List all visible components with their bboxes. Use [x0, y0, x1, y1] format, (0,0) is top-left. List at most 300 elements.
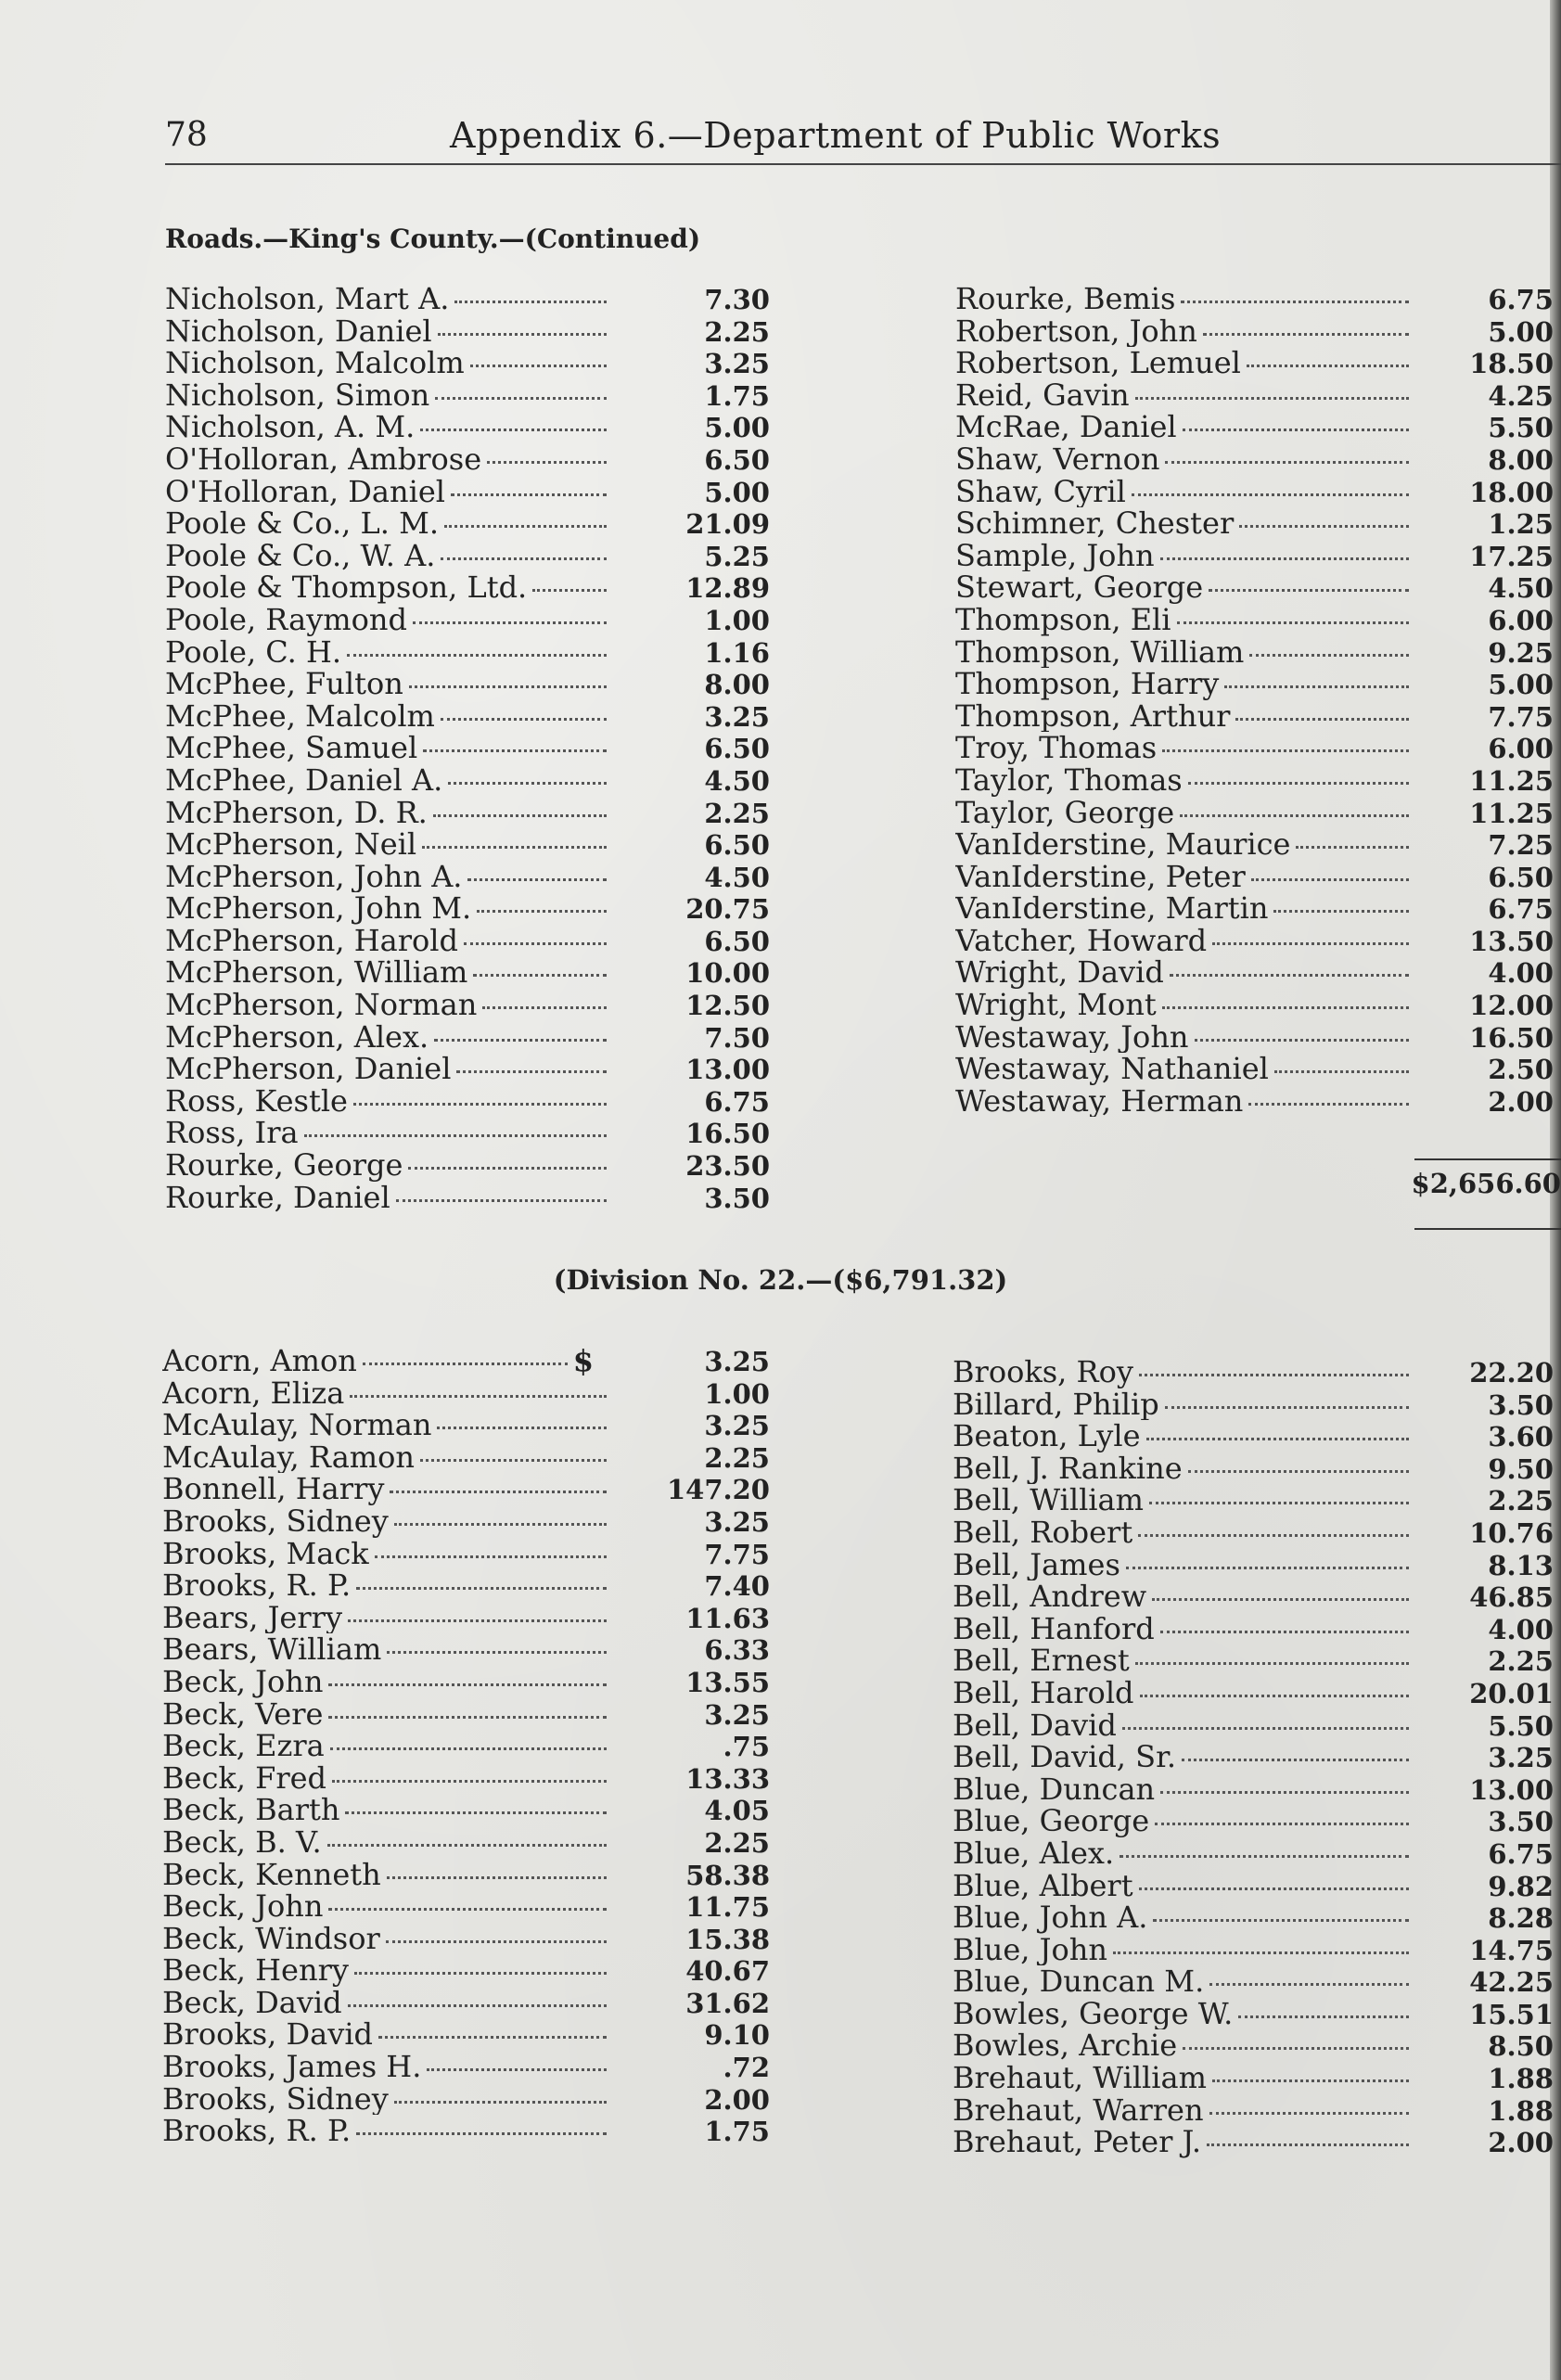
dot-leader [348, 1619, 607, 1622]
dot-leader [328, 1716, 607, 1719]
entry-name: Wright, Mont [955, 989, 1157, 1021]
entry-amount: 3.25 [704, 700, 770, 733]
dot-leader [1249, 654, 1409, 657]
division-left-column [162, 1345, 770, 2147]
dot-leader [467, 878, 607, 881]
entry-amount: .75 [723, 1731, 770, 1762]
entry-amount: 5.50 [1488, 412, 1554, 443]
list-item [955, 764, 1554, 797]
dot-leader [1153, 1919, 1409, 1922]
list-item [953, 1965, 1554, 1998]
entry-name: Westaway, Herman [955, 1084, 1244, 1118]
entry-amount: 14.75 [1469, 1934, 1554, 1966]
entry-amount: 4.50 [1488, 572, 1554, 604]
list-item [162, 1377, 770, 1410]
entry-amount: 12.89 [685, 572, 770, 604]
list-item [165, 443, 770, 476]
entry-name: Poole, Raymond [165, 603, 407, 636]
dot-leader [1183, 429, 1409, 431]
dot-leader [386, 1940, 607, 1943]
list-item [953, 1420, 1554, 1452]
list-item [162, 1409, 770, 1441]
entry-amount: 8.00 [1488, 443, 1554, 476]
dot-leader [473, 974, 607, 977]
dot-leader [437, 1427, 607, 1429]
entry-name: Rourke, Daniel [165, 1181, 390, 1214]
list-item [955, 347, 1554, 379]
entry-amount: 4.25 [1488, 379, 1554, 412]
list-item [165, 476, 770, 508]
list-item [953, 1837, 1554, 1870]
dot-leader [1155, 1823, 1409, 1825]
entry-name: Poole & Co., L. M. [165, 507, 439, 540]
entry-name: Thompson, Eli [955, 603, 1171, 636]
entry-name: Reid, Gavin [955, 378, 1130, 412]
entry-name: Blue, Duncan M. [953, 1965, 1205, 1998]
entry-name: VanIderstine, Peter [955, 860, 1246, 893]
dot-leader [532, 589, 607, 592]
entry-amount: 1.88 [1488, 2063, 1554, 2094]
list-item [955, 861, 1554, 893]
entry-name: Robertson, Lemuel [955, 347, 1241, 379]
entry-amount: 3.60 [1488, 1421, 1554, 1452]
list-item [165, 700, 770, 733]
entry-name: Brooks, Mack [162, 1537, 369, 1570]
entry-amount: 2.25 [1488, 1485, 1554, 1516]
dot-leader [448, 782, 607, 785]
entry-amount: 4.50 [704, 764, 770, 797]
dot-leader [1181, 301, 1409, 303]
entry-name: Bell, James [953, 1548, 1120, 1581]
list-item [165, 507, 770, 540]
list-item [165, 797, 770, 829]
entry-amount: 2.00 [704, 2083, 770, 2116]
entry-amount: 4.50 [704, 861, 770, 893]
entry-amount: 6.50 [704, 925, 770, 957]
entry-name: Thompson, William [955, 635, 1245, 669]
entry-name: Beck, Fred [162, 1761, 327, 1795]
list-item [955, 732, 1554, 764]
entry-amount: 6.50 [704, 443, 770, 476]
entry-amount: 4.00 [1488, 957, 1554, 990]
list-item [165, 1085, 770, 1118]
entry-name: Beck, John [162, 1665, 324, 1698]
dot-leader [1207, 2143, 1409, 2146]
entry-amount: 11.63 [685, 1602, 770, 1634]
entry-amount: 6.75 [1488, 893, 1554, 925]
entry-name: McPherson, Neil [165, 828, 417, 861]
entry-name: Nicholson, Simon [165, 378, 430, 412]
entry-amount: 1.16 [704, 636, 770, 669]
entry-amount: 18.00 [1469, 476, 1554, 508]
entry-amount: 6.33 [704, 1634, 770, 1666]
list-item [165, 1053, 770, 1085]
entry-name: Beck, Henry [162, 1954, 349, 1987]
list-item [953, 1549, 1554, 1581]
entry-amount: 2.25 [704, 797, 770, 829]
entry-name: Bell, J. Rankine [953, 1452, 1183, 1485]
entry-amount: 2.25 [704, 1826, 770, 1859]
entry-name: McPherson, John M. [165, 892, 472, 925]
entry-name: Shaw, Vernon [955, 442, 1160, 476]
list-item [955, 1085, 1554, 1118]
entry-amount: 11.25 [1469, 797, 1554, 829]
dot-leader [420, 1459, 607, 1462]
entry-name: Bell, Ernest [953, 1644, 1130, 1677]
entry-name: Bell, Hanford [953, 1612, 1155, 1645]
list-item [162, 1698, 770, 1731]
dot-leader [304, 1134, 607, 1137]
entry-amount: 12.00 [1469, 990, 1554, 1021]
list-item [953, 1644, 1554, 1677]
entry-amount: 58.38 [685, 1859, 770, 1891]
entry-name: Nicholson, Malcolm [165, 347, 465, 379]
entry-amount: 22.20 [1469, 1357, 1554, 1388]
dot-leader [433, 814, 607, 817]
entry-name: Thompson, Arthur [955, 699, 1231, 733]
list-item [162, 1666, 770, 1698]
dot-leader [1248, 1103, 1409, 1106]
dot-leader [434, 1039, 607, 1042]
dot-leader [356, 2132, 607, 2135]
dot-leader [1209, 1983, 1409, 1986]
entry-amount: 6.00 [1488, 604, 1554, 636]
list-item [162, 1762, 770, 1795]
entry-name: Stewart, George [955, 571, 1204, 604]
list-item [955, 892, 1554, 925]
entry-name: Troy, Thomas [955, 732, 1158, 764]
dot-leader [408, 1167, 607, 1170]
dot-leader [1120, 1855, 1409, 1858]
entry-name: Brehaut, Warren [953, 2093, 1204, 2127]
list-item [953, 1388, 1554, 1421]
list-item [955, 315, 1554, 348]
dot-leader [409, 685, 607, 688]
dot-leader [482, 1006, 607, 1009]
entry-name: Blue, Duncan [953, 1772, 1156, 1806]
dot-leader [1165, 461, 1409, 464]
entry-name: O'Holloran, Ambrose [165, 442, 482, 476]
dot-leader [375, 1555, 607, 1558]
entry-name: Blue, George [953, 1805, 1150, 1837]
entry-name: O'Holloran, Daniel [165, 475, 446, 508]
entry-name: Poole, C. H. [165, 635, 342, 669]
entry-name: Blue, John A. [953, 1901, 1148, 1934]
entry-amount: 9.25 [1488, 636, 1554, 669]
dot-leader [345, 1811, 607, 1814]
entry-amount: 4.00 [1488, 1613, 1554, 1645]
entry-name: Sample, John [955, 539, 1155, 572]
list-item [955, 1053, 1554, 1085]
list-item [165, 828, 770, 861]
list-item [955, 604, 1554, 636]
list-item [955, 540, 1554, 572]
entry-name: Blue, Alex. [953, 1836, 1115, 1870]
list-item [162, 1441, 770, 1474]
list-item [162, 1569, 770, 1602]
list-item [165, 861, 770, 893]
entry-amount: 5.50 [1488, 1709, 1554, 1742]
entry-amount: 3.25 [1488, 1742, 1554, 1773]
list-item [955, 571, 1554, 604]
entry-name: Bears, Jerry [162, 1601, 343, 1634]
list-item [955, 668, 1554, 700]
entry-amount: 42.25 [1469, 1966, 1554, 1998]
entry-name: Bell, Andrew [953, 1580, 1147, 1613]
entry-name: McPherson, Norman [165, 989, 478, 1021]
dot-leader [470, 365, 607, 367]
section-total: $2,656.60 [1411, 1168, 1561, 1199]
list-item [162, 1505, 770, 1538]
dot-leader [487, 461, 607, 464]
section-heading: Roads.—King's County.—(Continued) [165, 224, 701, 254]
list-item [165, 925, 770, 957]
entry-name: Bell, David [953, 1708, 1117, 1742]
entry-amount: 1.00 [704, 604, 770, 636]
dot-leader [328, 1908, 607, 1911]
list-item [955, 925, 1554, 957]
entry-name: Brehaut, William [953, 2062, 1207, 2094]
dot-leader [1122, 1727, 1409, 1730]
entry-amount: 3.50 [1488, 1388, 1554, 1421]
running-title: Appendix 6.—Department of Public Works [450, 115, 1222, 156]
dot-leader [441, 557, 607, 560]
division-right-column [953, 1356, 1554, 2158]
list-item [162, 1890, 770, 1923]
entry-name: Vatcher, Howard [955, 924, 1208, 957]
entry-amount: 6.00 [1488, 733, 1554, 764]
entry-amount: 147.20 [667, 1474, 770, 1505]
dot-leader [413, 621, 607, 624]
entry-amount: 2.00 [1488, 2127, 1554, 2158]
entry-name: McPhee, Malcolm [165, 699, 435, 733]
list-item [955, 828, 1554, 861]
entry-name: Wright, David [955, 956, 1164, 990]
dot-leader [1238, 2015, 1409, 2018]
dot-leader [1212, 2079, 1409, 2082]
entry-name: Brooks, David [162, 2018, 374, 2052]
entry-amount: 3.25 [704, 1505, 770, 1538]
entry-name: Brehaut, Peter J. [953, 2126, 1202, 2158]
list-item [955, 443, 1554, 476]
entry-name: Bowles, George W. [953, 1997, 1234, 2030]
entry-name: McPherson, Harold [165, 924, 458, 957]
entry-amount: 1.75 [704, 379, 770, 412]
entry-name: Brooks, R. P. [162, 2115, 352, 2147]
dot-leader [1209, 2112, 1409, 2115]
dot-leader [435, 397, 607, 400]
entry-amount: 17.25 [1469, 540, 1554, 572]
entry-amount: 2.25 [704, 1441, 770, 1474]
list-item [953, 1773, 1554, 1806]
dollar-sign: $ [572, 1345, 594, 1377]
entry-amount: 2.00 [1488, 1085, 1554, 1118]
entry-amount: 3.25 [704, 1346, 770, 1377]
entry-name: Bell, William [953, 1484, 1144, 1516]
dot-leader [1135, 1662, 1409, 1665]
list-item [955, 700, 1554, 733]
entry-name: Taylor, George [955, 796, 1175, 829]
entry-name: Beck, Windsor [162, 1922, 380, 1955]
section-left-column [165, 283, 770, 1213]
dot-leader [1135, 397, 1409, 400]
dot-leader [454, 301, 607, 303]
total-rule-bottom [1414, 1228, 1561, 1230]
entry-amount: 4.05 [704, 1795, 770, 1826]
entry-amount: 20.75 [685, 893, 770, 925]
entry-name: Brooks, Roy [953, 1356, 1133, 1388]
list-item [953, 1613, 1554, 1645]
list-item [165, 892, 770, 925]
dot-leader [422, 846, 607, 849]
entry-name: McPhee, Daniel A. [165, 763, 443, 797]
entry-name: Acorn, Eliza [162, 1376, 345, 1410]
list-item [162, 1826, 770, 1859]
entry-amount: 10.76 [1469, 1516, 1554, 1549]
list-item [162, 1633, 770, 1666]
entry-amount: 6.75 [704, 1085, 770, 1118]
list-item [953, 1870, 1554, 1902]
entry-name: Blue, Albert [953, 1869, 1133, 1902]
list-item [165, 668, 770, 700]
dot-leader [387, 1651, 607, 1654]
entry-amount: 15.51 [1469, 1998, 1554, 2030]
list-item [165, 315, 770, 348]
list-item [955, 956, 1554, 989]
dot-leader [327, 1844, 607, 1847]
entry-name: VanIderstine, Martin [955, 892, 1269, 925]
entry-amount: 2.25 [704, 315, 770, 348]
dot-leader [464, 942, 607, 945]
entry-name: Ross, Ira [165, 1117, 299, 1150]
entry-name: Westaway, Nathaniel [955, 1053, 1269, 1085]
list-item [162, 1730, 770, 1762]
list-item [953, 1901, 1554, 1934]
list-item [165, 347, 770, 379]
dot-leader [363, 1363, 568, 1365]
dot-leader [1224, 685, 1409, 688]
dot-leader [1146, 1438, 1409, 1440]
dot-leader [427, 2068, 607, 2071]
list-item [162, 2083, 770, 2116]
entry-name: Rourke, George [165, 1149, 403, 1182]
entry-name: McPhee, Fulton [165, 668, 403, 700]
dot-leader [420, 429, 607, 431]
list-item [955, 379, 1554, 412]
list-item [953, 2029, 1554, 2062]
entry-amount: 16.50 [685, 1118, 770, 1150]
entry-name: McPherson, William [165, 956, 468, 990]
dot-leader [451, 493, 607, 496]
entry-name: McPherson, D. R. [165, 796, 428, 829]
entry-amount: 7.75 [1488, 700, 1554, 733]
dot-leader [1139, 1374, 1409, 1376]
entry-amount: 3.25 [704, 1698, 770, 1731]
entry-amount: 7.75 [704, 1538, 770, 1570]
entry-name: McAulay, Ramon [162, 1440, 416, 1474]
dot-leader [1296, 846, 1409, 849]
entry-name: Thompson, Harry [955, 668, 1220, 700]
entry-amount: 8.50 [1488, 2030, 1554, 2063]
list-item [953, 1741, 1554, 1773]
dot-leader [332, 1780, 607, 1783]
dot-leader [1160, 1631, 1409, 1633]
entry-name: Acorn, Amon [162, 1345, 357, 1377]
list-item [953, 2062, 1554, 2094]
entry-amount: 5.25 [704, 540, 770, 572]
list-item [955, 476, 1554, 508]
dot-leader [1160, 557, 1409, 560]
list-item [165, 732, 770, 764]
entry-name: Bell, Harold [953, 1676, 1134, 1709]
list-item [162, 1538, 770, 1570]
list-item [162, 2018, 770, 2051]
list-item [162, 1602, 770, 1634]
entry-amount: 3.50 [704, 1182, 770, 1214]
list-item [955, 283, 1554, 315]
entry-amount: 9.50 [1488, 1452, 1554, 1485]
dot-leader [1203, 333, 1409, 336]
list-item [953, 1677, 1554, 1709]
dot-leader [1180, 814, 1409, 817]
list-item [955, 797, 1554, 829]
list-item [165, 956, 770, 989]
list-item [953, 1998, 1554, 2030]
entry-name: Beck, Kenneth [162, 1858, 381, 1891]
entry-name: Brooks, James H. [162, 2051, 422, 2083]
entry-name: Poole & Co., W. A. [165, 539, 436, 572]
list-item [953, 1356, 1554, 1388]
list-item [165, 571, 770, 604]
dot-leader [328, 1683, 607, 1686]
entry-name: Westaway, John [955, 1020, 1189, 1054]
entry-name: Billard, Philip [953, 1388, 1159, 1421]
list-item [955, 989, 1554, 1021]
dot-leader [1247, 365, 1409, 367]
list-item [165, 1149, 770, 1182]
entry-amount: 6.50 [704, 733, 770, 764]
entry-amount: 12.50 [685, 990, 770, 1021]
entry-amount: 5.00 [1488, 315, 1554, 348]
entry-name: VanIderstine, Maurice [955, 828, 1291, 861]
dot-leader [1239, 525, 1409, 528]
dot-leader [396, 1199, 607, 1202]
dot-leader [1170, 974, 1409, 977]
entry-name: Blue, John [953, 1933, 1107, 1966]
entry-amount: 8.13 [1488, 1549, 1554, 1581]
dot-leader [1182, 1759, 1409, 1761]
entry-amount: 7.50 [704, 1021, 770, 1054]
entry-name: McRae, Daniel [955, 411, 1177, 443]
entry-name: Beck, David [162, 1986, 342, 2019]
list-item [955, 411, 1554, 443]
entry-name: Brooks, R. P. [162, 1569, 352, 1602]
entry-name: Beck, John [162, 1890, 324, 1923]
entry-amount: 8.00 [704, 669, 770, 700]
dot-leader [1212, 942, 1409, 945]
entry-amount: 6.75 [1488, 1837, 1554, 1870]
list-item [953, 1484, 1554, 1516]
entry-name: Beck, B. V. [162, 1825, 322, 1859]
entry-amount: .72 [723, 2052, 770, 2083]
dot-leader [1183, 2047, 1409, 2050]
list-item [953, 2126, 1554, 2158]
list-item [953, 1709, 1554, 1742]
entry-name: Brooks, Sidney [162, 2082, 389, 2116]
dot-leader [348, 2004, 607, 2007]
entry-amount: 31.62 [685, 1987, 770, 2019]
dot-leader [1138, 1534, 1409, 1537]
